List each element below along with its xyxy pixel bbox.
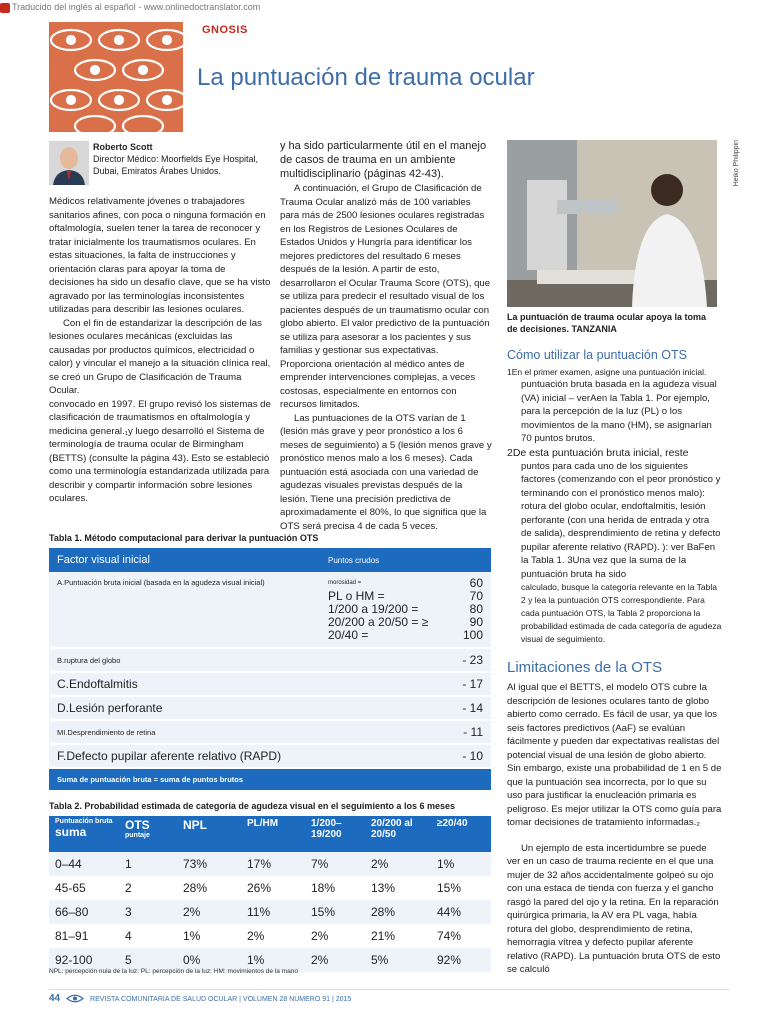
author-block <box>93 141 273 177</box>
author-photo <box>49 141 89 185</box>
table-cell: 15% <box>431 876 491 900</box>
paragraph: Un ejemplo de esta incertidumbre se puede ver en un caso de trauma reciente en el que una mujer de 32 años accidentalmente golpeó su ojo con una estaca de tienda con fuerza y el gancho rasgó la pared del ojo y la retina. En la reparación quirúrgica primaria, la AV era PL vaga, había rotura del globo, desprendimiento de retina, hemorragia vítrea y defecto pupilar aferente relativo (RAPD). La puntuación bruta OTS de esto se calculó <box>507 842 721 975</box>
row-label: F.Defecto pupilar aferente relativo (RAPD) <box>57 749 282 763</box>
column-1 <box>49 195 273 506</box>
table-row <box>49 696 491 720</box>
header-cell: 1/200– 19/200 <box>305 816 365 852</box>
step-1: 1En el primer examen, asigne una puntuación inicial. <box>507 367 707 377</box>
table-cell: 92-100 <box>49 948 119 972</box>
page-footer <box>49 993 729 1005</box>
translation-banner[interactable]: Traducido del inglés al español - www.onlinedoctranslator.com <box>0 0 260 14</box>
score-condition: morosidad = <box>328 580 362 586</box>
how-to-steps <box>507 366 722 646</box>
heading-limitations: Limitaciones de la OTS <box>507 659 663 676</box>
table-cell: 2 <box>119 876 177 900</box>
table-cell: 1 <box>119 852 177 876</box>
header-cell: ≥20/40 <box>431 816 491 852</box>
row-label: A.Puntuación bruta inicial (basada en la agudeza visual inicial) <box>57 578 265 587</box>
table-cell: 15% <box>305 900 365 924</box>
table-cell: 73% <box>177 852 241 876</box>
row-label: D.Lesión perforante <box>57 701 163 715</box>
table-cell: 7% <box>305 852 365 876</box>
table-2-footnote: NPL: percepción nula de la luz; PL: percepción de la luz; HM: movimientos de la mano <box>49 968 298 975</box>
translator-logo-icon <box>0 3 10 13</box>
paragraph: convocado en 1997. El grupo revisó los sistemas de clasificación de traumatismos en oftalmología y medicina general.₁y luego desarrolló el Sistema de terminología de trauma ocular de Birmingham (BETTS) (consulte la página 43). Esto se estableció como una terminología estandarizada utilizada para describir y compartir información sobre lesiones oculares. <box>49 398 271 504</box>
paragraph: Las puntuaciones de la OTS varían de 1 (lesión más grave y peor pronóstico a los 6 meses de seguimiento) a 5 (lesión menos grave y pronóstico menos malo a los 6 meses). Cada puntuación está asociada con una variedad de agudezas visuales previstas después de la lesión. Tiene una precisión predictiva de aproximadamente el 80%, lo que significa que la OTS será precisa 4 de cada 5 veces. <box>280 412 492 532</box>
table-cell: 2% <box>177 900 241 924</box>
article-title: La puntuación de trauma ocular <box>197 64 535 91</box>
heading-how-to-use: Cómo utilizar la puntuación OTS <box>507 348 687 362</box>
photo-credit: Heiko Philippin <box>733 140 740 187</box>
header-cell: 20/200 al 20/50 <box>365 816 431 852</box>
step-2: 2De esta puntuación bruta inicial, reste <box>507 446 689 459</box>
table-cell: 5% <box>365 948 431 972</box>
row-label: B.ruptura del globo <box>57 655 121 665</box>
decorative-eyes-artwork <box>49 22 183 132</box>
table-header-row <box>49 816 491 852</box>
clinic-photo <box>507 140 717 307</box>
table-cell: 26% <box>241 876 305 900</box>
table-cell: 2% <box>305 924 365 948</box>
table-cell: 1% <box>177 924 241 948</box>
header-cell: NPL <box>177 816 241 852</box>
table-row <box>49 744 491 768</box>
table-cell: 3 <box>119 900 177 924</box>
row-values <box>320 572 491 648</box>
row-value: - 14 <box>462 701 483 715</box>
table-header-row <box>49 548 491 572</box>
table-2 <box>49 816 491 972</box>
header-cell: Puntos crudos <box>328 555 380 565</box>
table-row <box>49 672 491 696</box>
table-cell: 0% <box>177 948 241 972</box>
photo-caption: La puntuación de trauma ocular apoya la toma de decisiones. TANZANIA <box>507 312 707 334</box>
journal-name: REVISTA COMUNITARIA DE SALUD OCULAR | VOLUMEN 28 NÚMERO 91 | 2015 <box>90 996 352 1003</box>
table-cell: 2% <box>241 924 305 948</box>
header-cell: Factor visual inicial <box>57 554 150 566</box>
author-role: Director Médico: Moorfields Eye Hospital, Dubai, Emiratos Árabes Unidos. <box>93 154 259 176</box>
row-label: MI.Desprendimiento de retina <box>57 727 156 737</box>
eye-icon <box>66 994 84 1005</box>
page-number: 44 <box>49 993 61 1004</box>
score-points: 100 <box>462 628 483 642</box>
table-cell: 1% <box>241 948 305 972</box>
score-condition: PL o HM = <box>328 589 385 603</box>
author-name: Roberto Scott <box>93 142 153 152</box>
table-cell: 74% <box>431 924 491 948</box>
paragraph: Médicos relativamente jóvenes o trabajadores sanitarios afines, con poca o ninguna formación en oftalmología, suelen tener la tarea de reconocer y tratar inicialmente los traumatismos oculares. En estas situaciones, la falta de instrucciones y orientación claras para apoyar la toma de decisiones ha sido un desafío clave, que se ha visto agravado por las terminologías inconsistentes utilizadas para describir las lesiones oculares. <box>49 196 271 315</box>
paragraph: Al igual que el BETTS, el modelo OTS cubre la descripción de lesiones oculares tanto de globo abierto como cerrado. Es fácil de usar, ya que los seis factores predictivos (AaF) se evalúan fácilmente y pueden dar expectativas realistas del potencial visual de una lesión de globo abierto. Sin embargo, existe una probabilidad de 1 en 5 de que la puntuación sea incorrecta, por lo que su uso para justificar la enucleación primaria es peligroso. Es mejor utilizar la OTS como guía para tomar decisiones de tratamiento informadas.₂ <box>507 682 722 828</box>
column-2-lead: y ha sido particularmente útil en el manejo de casos de trauma en un ambiente multidisciplinario (páginas 42-43). <box>280 140 487 180</box>
table-row <box>49 852 491 876</box>
table-row <box>49 924 491 948</box>
table-2-body <box>49 852 491 972</box>
section-tag: GNOSIS <box>202 24 248 36</box>
table-cell: 44% <box>431 900 491 924</box>
limitations-text <box>507 681 722 977</box>
table-row <box>49 572 491 648</box>
table-cell: 13% <box>365 876 431 900</box>
table-cell: 11% <box>241 900 305 924</box>
score-condition: 1/200 a 19/200 = <box>328 602 419 616</box>
table-cell: 45-65 <box>49 876 119 900</box>
table-cell: 66–80 <box>49 900 119 924</box>
table-cell: 0–44 <box>49 852 119 876</box>
table-footer-row <box>49 768 491 790</box>
footer-rule <box>49 989 729 990</box>
score-points: 70 <box>469 589 483 603</box>
score-points: 80 <box>469 602 483 616</box>
initial-score-list <box>328 577 483 642</box>
row-value: - 11 <box>463 725 483 739</box>
table-cell: 17% <box>241 852 305 876</box>
table-cell: 5 <box>119 948 177 972</box>
table-cell: 2% <box>305 948 365 972</box>
table-cell: 92% <box>431 948 491 972</box>
paragraph: A continuación, el Grupo de Clasificación de Trauma Ocular analizó más de 100 variables para más de 2500 lesiones oculares registradas en los Registros de Lesiones Oculares de Estados Unidos y Hungría para identificar los mejores predictores del resultado 6 meses después de la lesión. A partir de esto, desarrollaron el Ocular Trauma Score (OTS), que se utiliza para predecir el resultado visual de los pacientes después de un traumatismo ocular con globo abierto. El valor predictivo de la puntuación se utiliza para asesorar a los pacientes y sus familias y gestionar sus expectativas. Proporciona orientación al médico antes de emprender intervenciones complejas, a veces costosas, especialmente en entornos con recursos limitados. <box>280 183 491 410</box>
row-value: - 23 <box>462 653 483 667</box>
paragraph: Con el fin de estandarizar la descripción de las lesiones oculares mecánicas (excluidas las causadas por productos químicos, electricidad o calor) y vincular el manejo a la situación clínica real, se creó un Grupo de Clasificación de Trauma Ocular. <box>49 317 271 396</box>
score-condition: 20/40 = <box>328 628 369 642</box>
step-2-detail: puntos para cada uno de los siguientes factores (comenzando con el peor pronóstico y terminando con el pronóstico menos malo): rotura del globo ocular, endoftalmitis, lesión perforante (con una herida de entrada y otra de salida), desprendimiento de retina y defecto pupilar aferente relativo (RAPD). ): ver BaFen la Tabla 1. 3Una vez que la suma de la puntuación bruta ha sido <box>521 460 721 580</box>
table-cell: 28% <box>365 900 431 924</box>
step-1-detail: puntuación bruta basada en la agudeza visual (VA) inicial – verAen la Tabla 1. Por ejemplo, para la percepción de la luz (PL) o los movimientos de la mano (HM), se asignarían 70 puntos brutos. <box>521 379 717 444</box>
row-label: C.Endoftalmitis <box>57 677 138 691</box>
table-cell: 28% <box>177 876 241 900</box>
table-cell: 18% <box>305 876 365 900</box>
table-row <box>49 876 491 900</box>
initial-score-item <box>328 629 483 642</box>
row-value: - 17 <box>462 677 483 691</box>
table-row <box>49 648 491 672</box>
footer-cell: Suma de puntuación bruta = suma de puntos brutos <box>57 775 244 784</box>
table-row <box>49 720 491 744</box>
step-3: calculado, busque la categoría relevante en la Tabla 2 y lea la puntuación OTS correspondiente. Para cada puntuación OTS, la Tabla 2 proporciona la probabilidad estimada de cada categoría de agudeza visual de seguimiento. <box>521 582 722 644</box>
table-cell: 2% <box>365 852 431 876</box>
header-cell: PL/HM <box>241 816 305 852</box>
table-cell: 81–91 <box>49 924 119 948</box>
table-1-title: Tabla 1. Método computacional para derivar la puntuación OTS <box>49 533 319 543</box>
score-condition: 20/200 a 20/50 = ≥ <box>328 615 429 629</box>
header-cell: OTS puntaje <box>119 816 177 852</box>
score-points: 60 <box>469 576 483 590</box>
table-2-title: Tabla 2. Probabilidad estimada de categoría de agudeza visual en el seguimiento a los 6 meses <box>49 801 455 811</box>
table-row <box>49 900 491 924</box>
row-value: - 10 <box>462 749 483 763</box>
table-cell: 4 <box>119 924 177 948</box>
column-2 <box>280 182 492 533</box>
table-1 <box>49 548 491 790</box>
header-cell: Puntuación bruta suma <box>49 816 119 852</box>
table-cell: 21% <box>365 924 431 948</box>
table-cell: 1% <box>431 852 491 876</box>
score-points: 90 <box>469 615 483 629</box>
